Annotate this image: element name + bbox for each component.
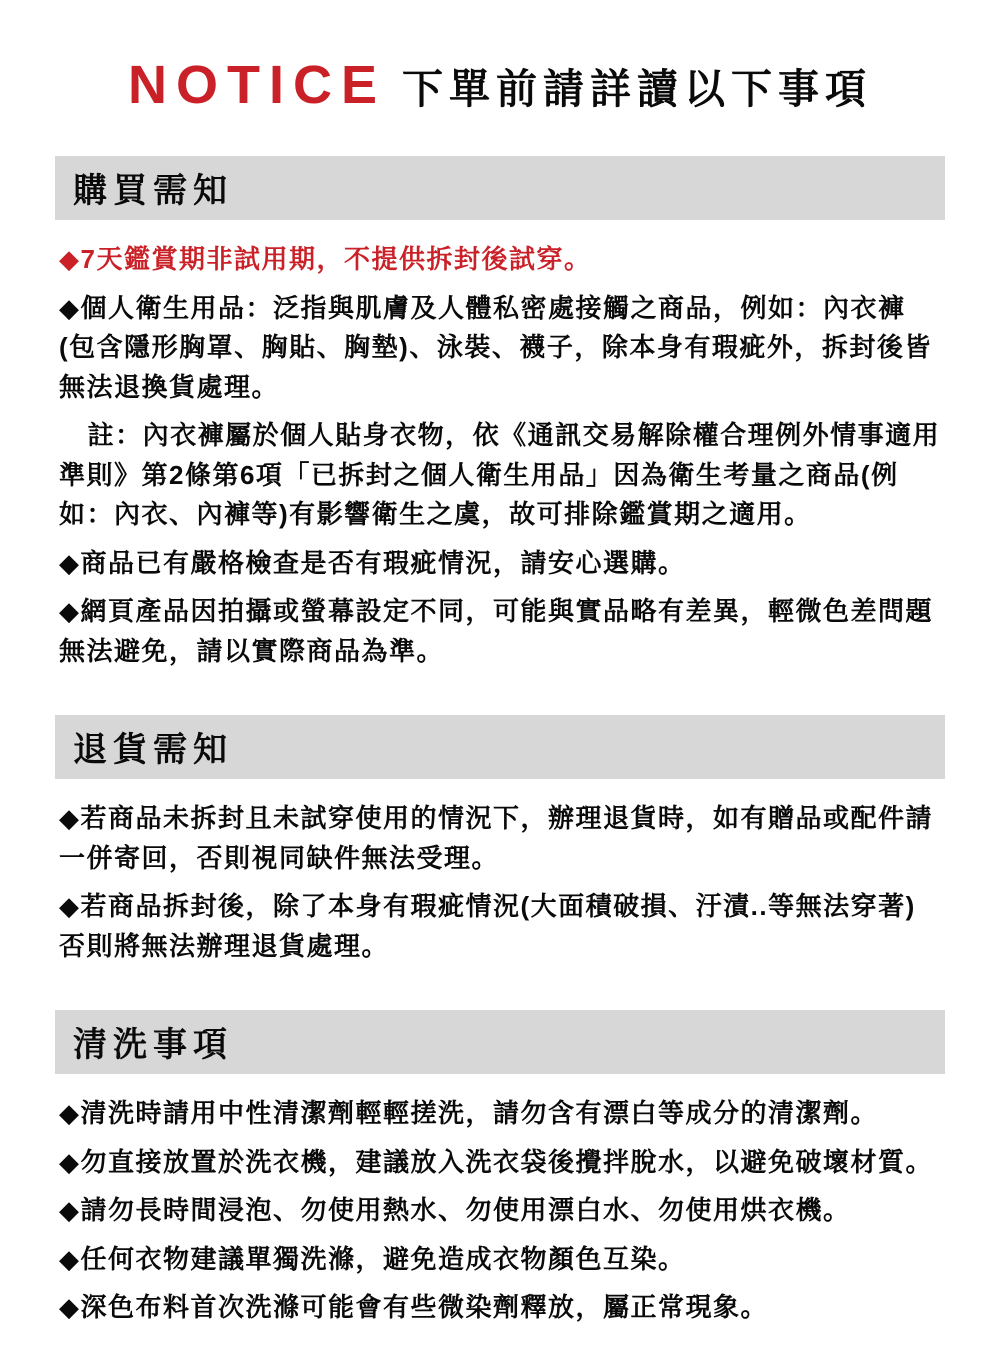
section-heading-washing: 清洗事項 <box>55 1010 945 1074</box>
notice-item: ◆個人衛生用品：泛指與肌膚及人體私密處接觸之商品，例如：內衣褲(包含隱形胸罩、胸貼、胸墊)、泳裝、襪子，除本身有瑕疵外，拆封後皆無法退換貨處理。 <box>59 292 932 402</box>
page-title: 下單前請詳讀以下事項 <box>402 66 872 112</box>
section-heading-return: 退貨需知 <box>55 715 945 779</box>
notice-item: ◆深色布料首次洗滌可能會有些微染劑釋放，屬正常現象。 <box>59 1292 768 1323</box>
notice-item: ◆網頁產品因拍攝或螢幕設定不同，可能與實品略有差異，輕微色差問題無法避免，請以實際商品為準。 <box>59 596 933 666</box>
notice-item: ◆任何衣物建議單獨洗滌，避免造成衣物顏色互染。 <box>59 1243 686 1274</box>
washing-notice-items <box>55 1094 945 1328</box>
notice-item: ◆7天鑑賞期非試用期，不提供拆封後試穿。 <box>59 244 592 274</box>
section-washing-notice <box>55 1010 945 1328</box>
section-return-notice <box>55 715 945 966</box>
page-header <box>55 54 945 116</box>
section-heading-purchase: 購買需知 <box>55 156 945 220</box>
notice-item: ◆若商品未拆封且未試穿使用的情況下，辦理退貨時，如有贈品或配件請一併寄回，否則視同缺件無法受理。 <box>59 803 933 873</box>
return-notice-items <box>55 799 945 966</box>
section-purchase-notice <box>55 156 945 671</box>
notice-logo: NOTICE <box>127 55 386 115</box>
notice-item: ◆清洗時請用中性清潔劑輕輕搓洗，請勿含有漂白等成分的清潔劑。 <box>59 1098 878 1129</box>
notice-item: ◆若商品拆封後，除了本身有瑕疵情況(大面積破損、汙漬..等無法穿著)否則將無法辦理退貨處理。 <box>59 891 916 961</box>
notice-item: ◆請勿長時間浸泡、勿使用熱水、勿使用漂白水、勿使用烘衣機。 <box>59 1195 851 1226</box>
purchase-notice-items <box>55 240 945 671</box>
notice-item: ◆勿直接放置於洗衣機，建議放入洗衣袋後攪拌脫水，以避免破壞材質。 <box>59 1146 933 1177</box>
notice-item: ◆商品已有嚴格檢查是否有瑕疵情況，請安心選購。 <box>59 547 686 578</box>
notice-item-note: 註：內衣褲屬於個人貼身衣物，依《通訊交易解除權合理例外情事適用準則》第2條第6項「已拆封之個人衛生用品」因為衛生考量之商品(例如：內衣、內褲等)有影響衛生之虞，故可排除鑑賞期之適用。 <box>59 420 941 530</box>
